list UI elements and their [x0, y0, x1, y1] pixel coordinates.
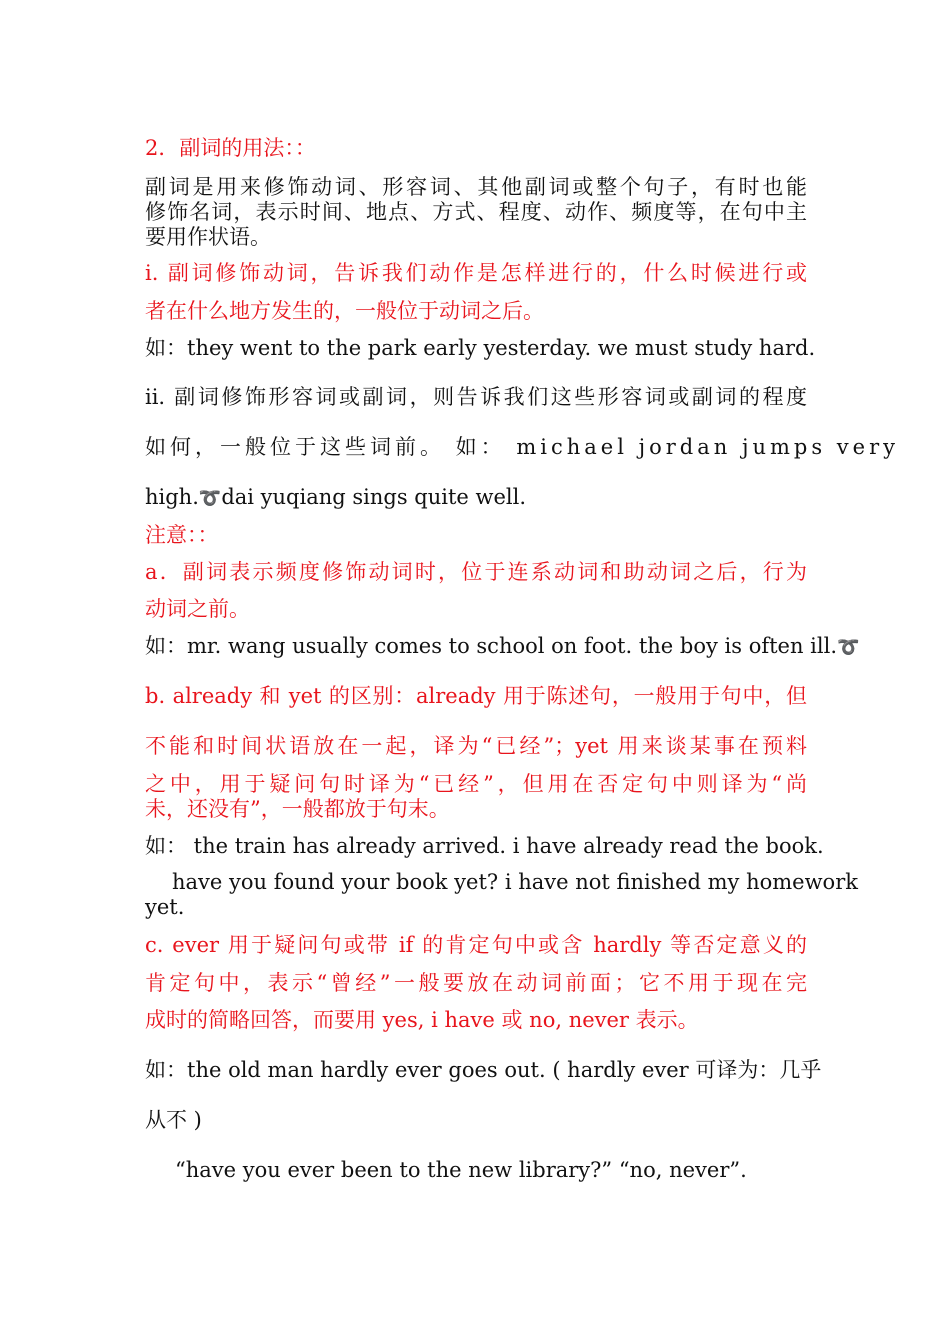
- rule-i-line-2: 者在什么地方发生的，一般位于动词之后。: [145, 299, 544, 323]
- rule-i-line-1: i. 副词修饰动词，告诉我们动作是怎样进行的，什么时候进行或: [145, 261, 807, 285]
- note-c-line-1: c. ever 用于疑问句或带 if 的肯定句中或含 hardly 等否定意义的: [145, 933, 807, 957]
- intro-line-3: 要用作状语。: [145, 225, 271, 249]
- example-b-3: yet.: [145, 895, 185, 919]
- rule-ii-line-2: 如何，一般位于这些词前。 如： michael jordan jumps very: [145, 435, 899, 459]
- example-c-3: “have you ever been to the new library?” “no, never”.: [175, 1158, 747, 1182]
- note-label: 注意：：: [145, 523, 219, 547]
- example-a-text: 如：mr. wang usually comes to school on foot. the boy is often ill.: [145, 634, 838, 658]
- example-ii: [145, 485, 807, 511]
- note-c-line-3: 成时的简略回答，而要用 yes, i have 或 no, never 表示。: [145, 1008, 699, 1032]
- note-c-line-2: 肯定句中，表示“曾经”一般要放在动词前面；它不用于现在完: [145, 971, 807, 995]
- example-ii-part-1: high.: [145, 485, 199, 509]
- loop-glyph-icon: ➰: [198, 488, 222, 509]
- example-b-2: have you found your book yet? i have not finished my homework: [172, 870, 858, 894]
- example-i: 如：they went to the park early yesterday. we must study hard.: [145, 336, 816, 360]
- rule-ii-line-1: ii. 副词修饰形容词或副词，则告诉我们这些形容词或副词的程度: [145, 385, 807, 409]
- example-a: [145, 634, 860, 660]
- note-b-line-1: b. already 和 yet 的区别：already 用于陈述句，一般用于句中，但: [145, 684, 807, 708]
- note-a-line-1: a．副词表示频度修饰动词时，位于连系动词和助动词之后，行为: [145, 560, 807, 584]
- intro-line-1: 副词是用来修饰动词、形容词、其他副词或整个句子，有时也能: [145, 175, 807, 199]
- example-c-1: 如：the old man hardly ever goes out. ( hardly ever 可译为：几乎: [145, 1058, 822, 1082]
- note-a-line-2: 动词之前。: [145, 597, 250, 621]
- section-heading: 2．副词的用法：：: [145, 136, 316, 160]
- note-b-line-4: 未，还没有”，一般都放于句末。: [145, 797, 450, 821]
- loop-glyph-icon: ➰: [837, 637, 860, 658]
- example-c-2: 从不 ): [145, 1108, 202, 1132]
- intro-line-2: 修饰名词，表示时间、地点、方式、程度、动作、频度等，在句中主: [145, 200, 807, 224]
- note-b-line-2: 不能和时间状语放在一起，译为“已经”；yet 用来谈某事在预料: [145, 734, 807, 758]
- note-b-line-3: 之中，用于疑问句时译为“已经”，但用在否定句中则译为“尚: [145, 772, 807, 796]
- example-b-1: 如： the train has already arrived. i have already read the book.: [145, 834, 824, 858]
- example-ii-part-2: dai yuqiang sings quite well.: [221, 485, 527, 509]
